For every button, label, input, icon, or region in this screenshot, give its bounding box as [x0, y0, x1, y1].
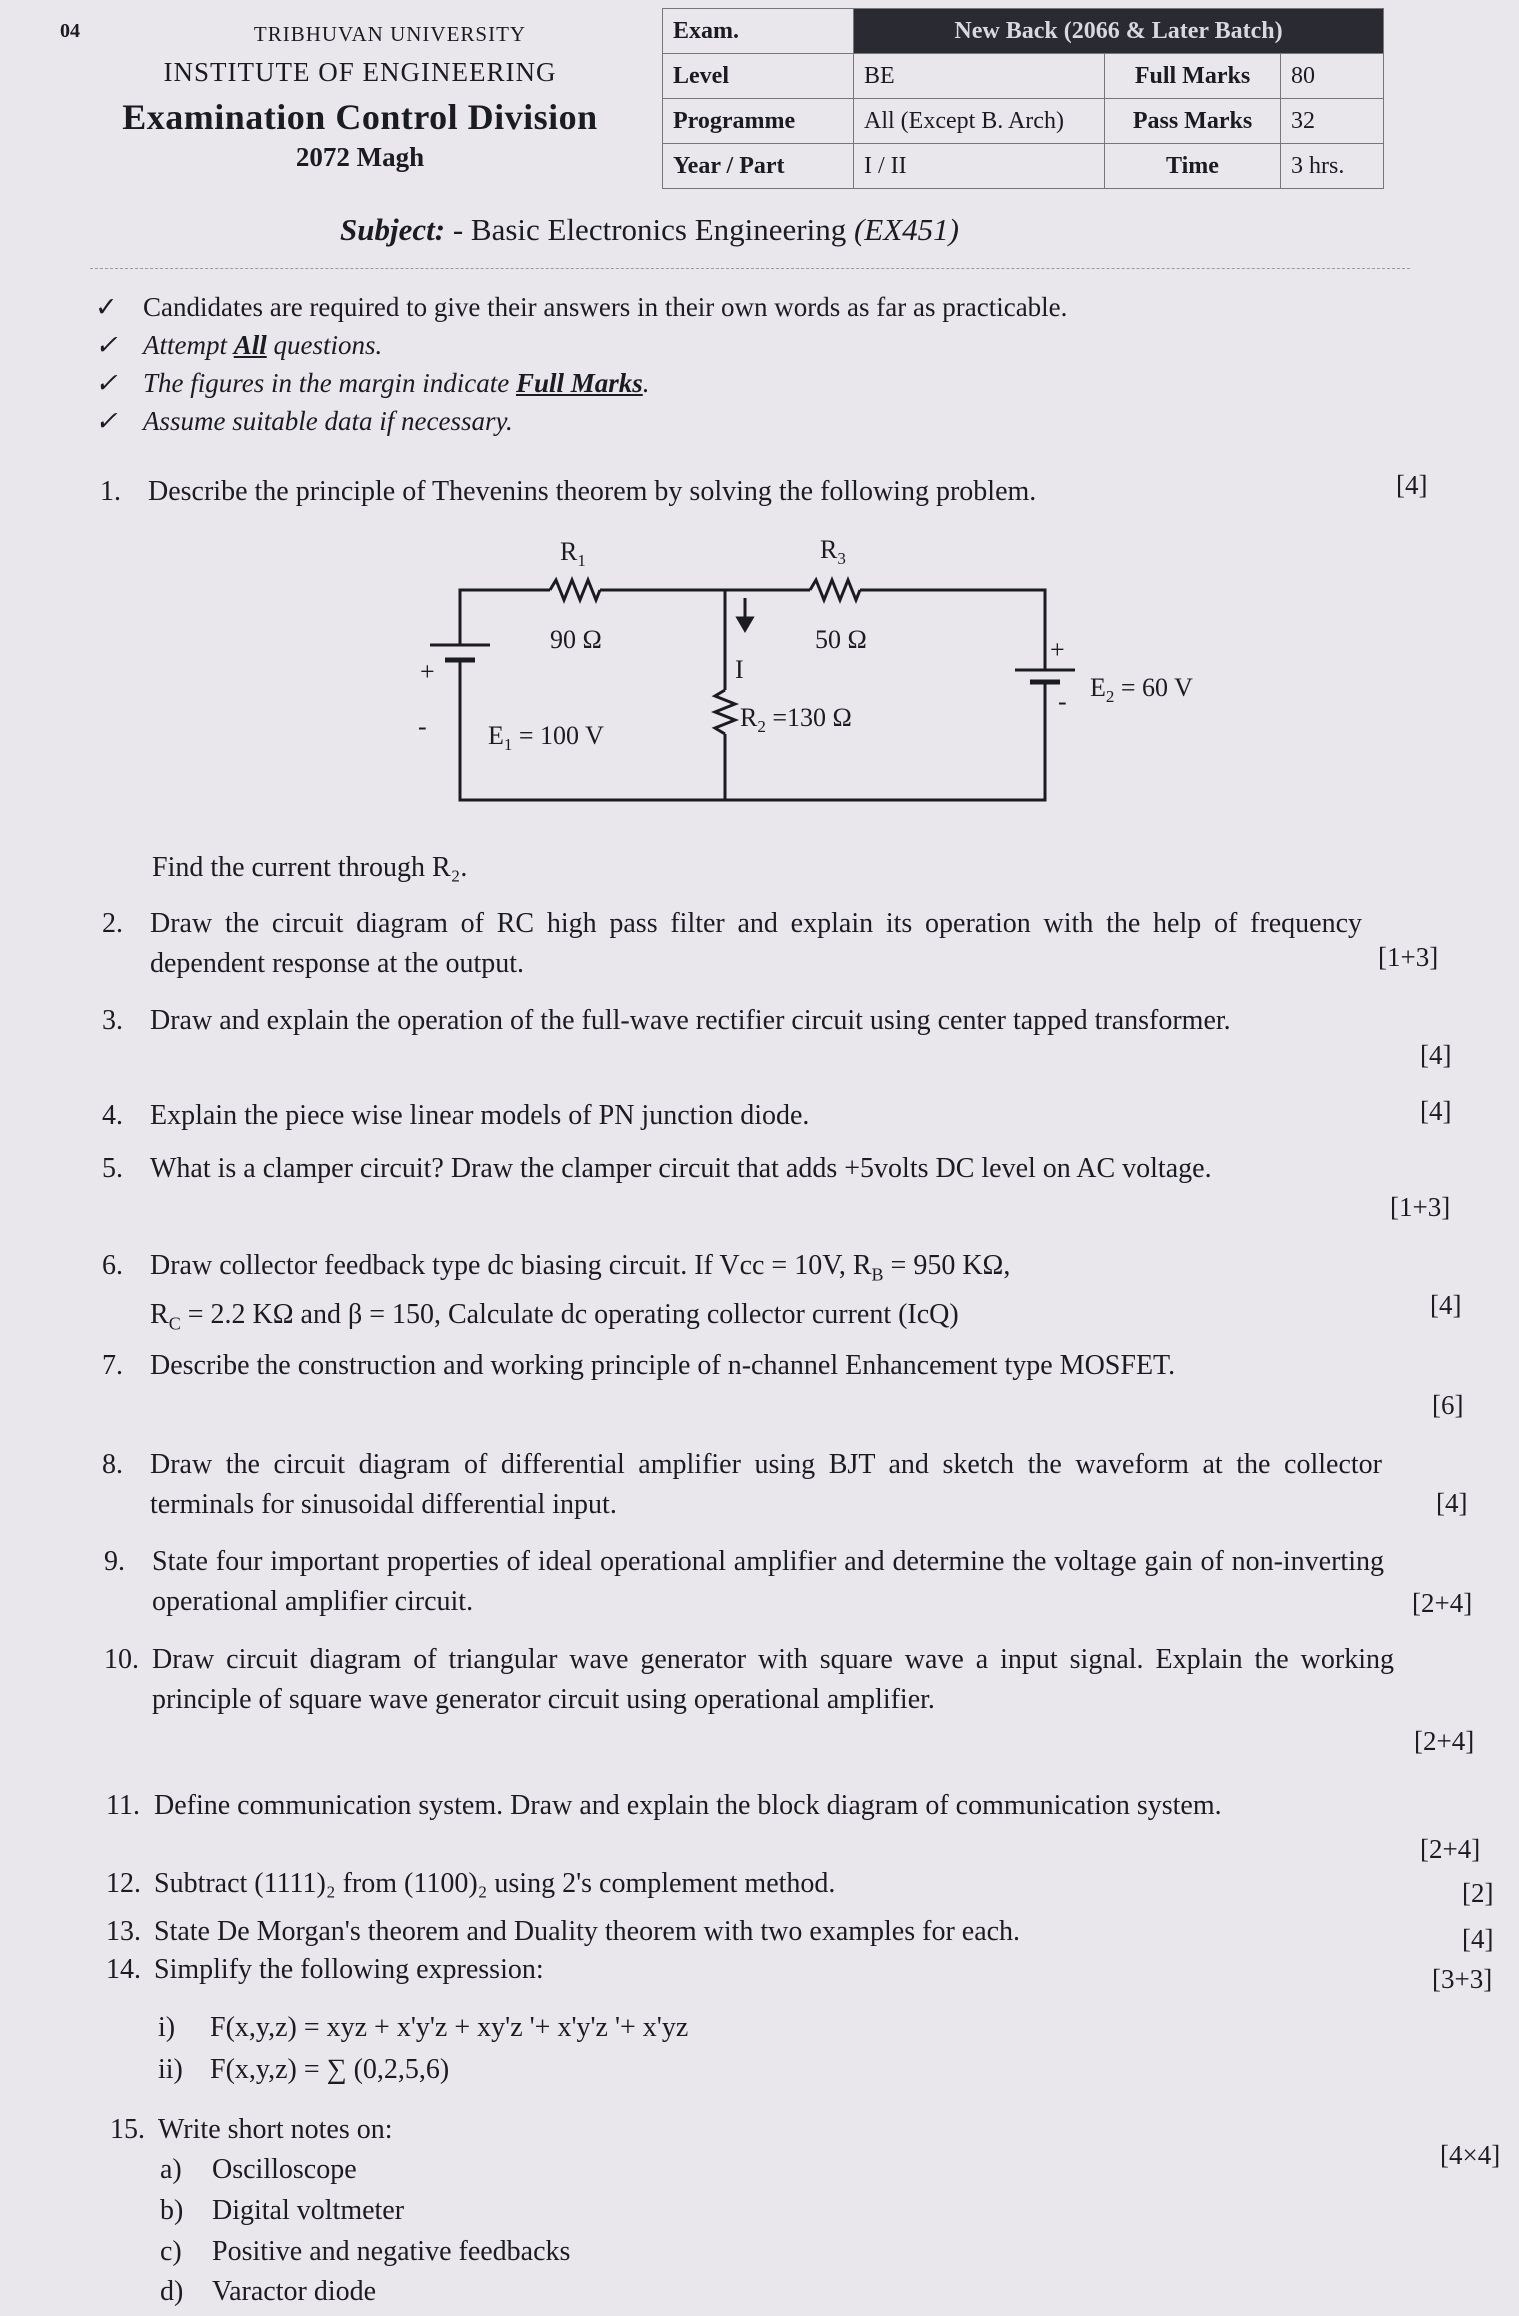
- marks: [4]: [1430, 1290, 1462, 1320]
- r3-resistor: [810, 580, 860, 600]
- question-14: 14. Simplify the following expression:: [106, 1954, 544, 1985]
- instruction-item: ✓ Candidates are required to give their answers in their own words as far as practicable.: [95, 288, 1067, 326]
- question-3: 3. Draw and explain the operation of the full-wave rectifier circuit using center tapped transformer.: [102, 1005, 1231, 1036]
- check-icon: ✓: [95, 368, 118, 398]
- marks: [4]: [1436, 1488, 1468, 1518]
- year-label: Year / Part: [663, 144, 854, 189]
- r3-label: $R_3$: [820, 535, 846, 568]
- question-10: 10. Draw circuit diagram of triangular wave generator with square wave a input signal. Explain the working principle of square wave generator circuit using operational amplifier.: [104, 1644, 1394, 1715]
- r1-value: 90 Ω: [550, 625, 602, 654]
- question-7: 7. Describe the construction and working principle of n-channel Enhancement type MOSFET.: [102, 1350, 1176, 1381]
- current-label: I: [735, 655, 744, 684]
- r2-resistor: [715, 690, 735, 734]
- question-5: 5. What is a clamper circuit? Draw the clamper circuit that adds +5volts DC level on AC voltage.: [102, 1153, 1212, 1184]
- question-1: 1. Describe the principle of Thevenins theorem by solving the following problem.: [100, 476, 1037, 507]
- exam-info-table: [662, 8, 1384, 189]
- subject-code: (EX451): [853, 212, 959, 247]
- marks: [4]: [1462, 1924, 1494, 1954]
- year-value: I / II: [854, 144, 1105, 189]
- time-label: Time: [1105, 144, 1281, 189]
- current-arrow-icon: [738, 598, 752, 630]
- q15-item: a) Oscilloscope: [160, 2154, 357, 2185]
- marks: [4]: [1396, 470, 1428, 500]
- full-marks-value: 80: [1281, 54, 1384, 99]
- instruction-item: ✓ Attempt All questions.: [95, 326, 1067, 364]
- marks: [2+4]: [1414, 1726, 1475, 1756]
- marks: [4]: [1420, 1096, 1452, 1126]
- q15-item: b) Digital voltmeter: [160, 2195, 405, 2226]
- q14-item: i) F(x,y,z) = xyz + x'y'z + xy'z '+ x'y'z '+ x'yz: [158, 2012, 689, 2043]
- e2-minus: -: [1058, 687, 1067, 716]
- university-name: TRIBHUVAN UNIVERSITY: [253, 22, 527, 46]
- question-13: 13. State De Morgan's theorem and Duality theorem with two examples for each.: [106, 1916, 1021, 1947]
- r2-label: $R_2 =130$ Ω: [740, 703, 852, 736]
- instruction-item: ✓ Assume suitable data if necessary.: [95, 402, 1067, 440]
- instruction-item: ✓ The figures in the margin indicate Full Marks.: [95, 364, 1067, 402]
- time-value: 3 hrs.: [1281, 144, 1384, 189]
- pass-marks-value: 32: [1281, 99, 1384, 144]
- marks: [2+4]: [1420, 1834, 1481, 1864]
- q15-item: c) Positive and negative feedbacks: [160, 2236, 571, 2267]
- paper-code: 04: [60, 20, 80, 42]
- question-8: 8. Draw the circuit diagram of differential amplifier using BJT and sketch the waveform at the collector terminals for sinusoidal differential input.: [102, 1449, 1382, 1520]
- marks: [1+3]: [1390, 1192, 1451, 1222]
- pass-marks-label: Pass Marks: [1105, 99, 1281, 144]
- question-2: 2. Draw the circuit diagram of RC high pass filter and explain its operation with the help of frequency dependent response at the output.: [102, 908, 1362, 979]
- check-icon: ✓: [95, 292, 118, 322]
- instructions: [95, 288, 1067, 440]
- marks: [4]: [1420, 1040, 1452, 1070]
- question-6: 6. Draw collector feedback type dc biasing circuit. If Vcc = 10V, $R_B = 950$ KΩ, $R_C = 2.2$ KΩ and β = 150, Calculate dc operating collector current (IcQ): [102, 1250, 1011, 1334]
- division-name: Examination Control Division: [122, 97, 598, 137]
- marks: [2+4]: [1412, 1588, 1473, 1618]
- question-15: 15. Write short notes on:: [110, 2114, 393, 2145]
- r1-resistor: [550, 580, 600, 600]
- header-block: [70, 14, 650, 173]
- subject-name: - Basic Electronics Engineering: [445, 212, 854, 247]
- e2-plus: +: [1050, 635, 1065, 664]
- e1-battery: [430, 645, 490, 680]
- question-12: 12. Subtract (1111)₂ from (1100)₂ using 2's complement method.: [106, 1868, 836, 1899]
- question-4: 4. Explain the piece wise linear models of PN junction diode.: [102, 1100, 810, 1131]
- check-icon: ✓: [95, 406, 118, 436]
- q15-item: d) Varactor diode: [160, 2276, 377, 2307]
- marks: [1+3]: [1378, 942, 1439, 972]
- e1-plus: +: [420, 657, 435, 686]
- r1-label: $R_1$: [560, 537, 586, 570]
- q14-item: ii) F(x,y,z) = ∑ (0,2,5,6): [158, 2054, 450, 2085]
- programme-value: All (Except B. Arch): [854, 99, 1105, 144]
- subject-label: Subject:: [340, 212, 446, 247]
- full-marks-label: Full Marks: [1105, 54, 1281, 99]
- marks: [6]: [1432, 1390, 1464, 1420]
- e1-minus: -: [418, 712, 427, 741]
- level-value: BE: [854, 54, 1105, 99]
- exam-label: Exam.: [663, 9, 854, 54]
- subject-line: [340, 212, 959, 248]
- marks: [4×4]: [1440, 2140, 1501, 2170]
- question-9: 9. State four important properties of ideal operational amplifier and determine the voltage gain of non-inverting operational amplifier circuit.: [104, 1546, 1384, 1617]
- marks: [3+3]: [1432, 1964, 1493, 1994]
- check-icon: ✓: [95, 330, 118, 360]
- marks: [2]: [1462, 1878, 1494, 1908]
- r3-value: 50 Ω: [815, 625, 867, 654]
- question-1-prompt: Find the current through R₂.: [152, 852, 468, 883]
- level-label: Level: [663, 54, 854, 99]
- e1-label: $E_1 = 100$ V: [488, 721, 604, 754]
- exam-value: New Back (2066 & Later Batch): [854, 9, 1384, 54]
- institute-name: INSTITUTE OF ENGINEERING: [163, 57, 557, 87]
- exam-date: 2072 Magh: [295, 142, 425, 172]
- question-11: 11. Define communication system. Draw and explain the block diagram of communication system.: [106, 1790, 1222, 1821]
- divider: [90, 268, 1410, 269]
- thevenin-circuit-diagram: [400, 530, 1240, 820]
- e2-label: $E_2 = 60$ V: [1090, 673, 1193, 706]
- programme-label: Programme: [663, 99, 854, 144]
